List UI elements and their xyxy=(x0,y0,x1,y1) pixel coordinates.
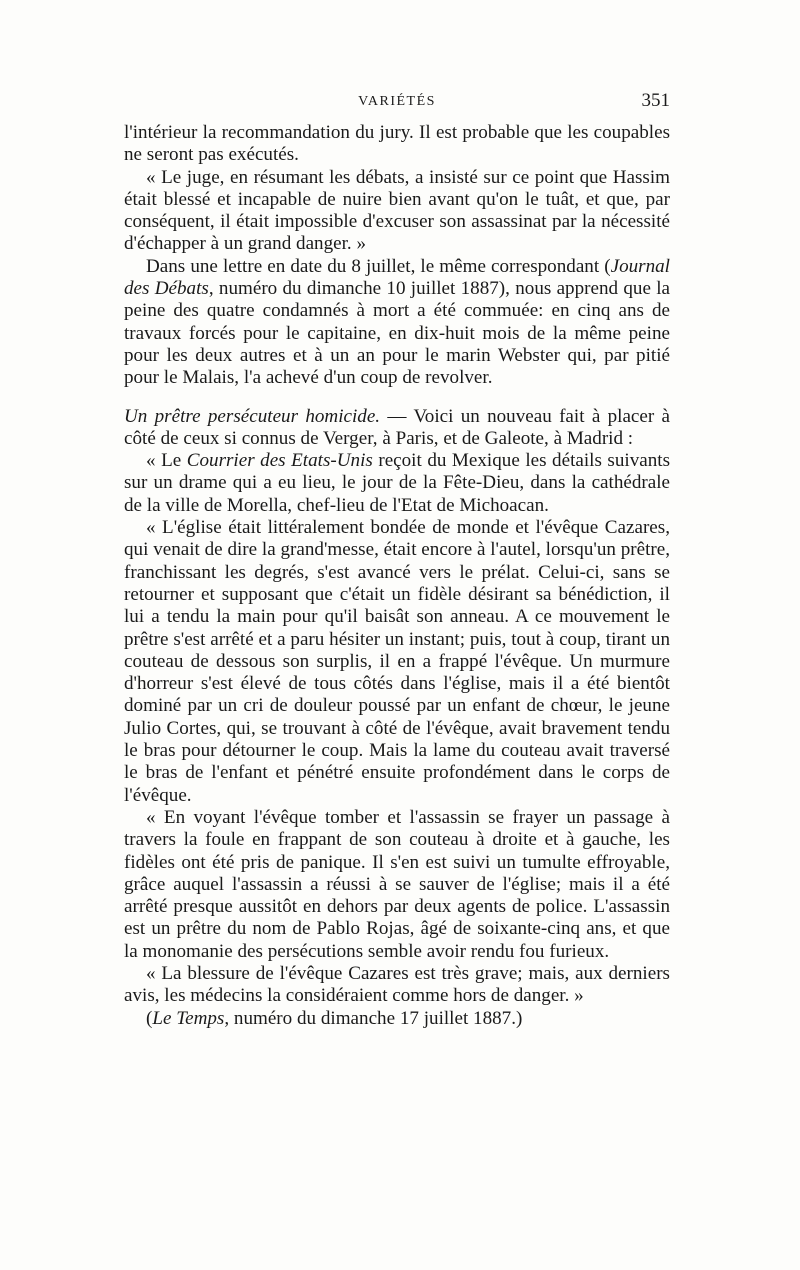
italic-text: Journal des Débats xyxy=(124,255,670,300)
body-text xyxy=(124,122,670,1030)
text-segment: , numéro du dimanche 17 juillet 1887.) xyxy=(224,1007,523,1029)
italic-text: Courrier des Etats-Unis xyxy=(186,450,373,472)
section-gap xyxy=(124,390,670,406)
text-segment: ( xyxy=(146,1007,153,1029)
text-segment: reçoit du Mexique les détails suivants sur un drame qui a eu lieu, le jour de la Fête-Dieu, dans la cathédrale de la ville de Morella, chef-lieu de l'Etat de Michoacan. xyxy=(124,450,670,516)
text-segment: « Le xyxy=(146,450,187,472)
paragraph xyxy=(124,122,670,167)
text-segment: « En voyant l'évêque tomber et l'assassin se frayer un passage à travers la foule en frappant de son couteau à droite et à gauche, les fidèles ont été pris de panique. Il s'en est suivi un tumulte effroyable, grâce auquel l'assassin a réussi à se sauver de l'église; mais il a été arrêté presque aussitôt en dehors par deux agents de police. L'assassin est un prêtre du nom de Pablo Rojas, âgé de soixante-cinq ans, et que la monomanie des persécutions semble avoir rendu fou furieux. xyxy=(124,806,670,962)
italic-text: Un prêtre persécuteur homicide. xyxy=(124,405,381,427)
text-segment: l'intérieur la recommandation du jury. Il est probable que les coupables ne seront pas exécutés. xyxy=(124,122,670,166)
text-segment: « Le juge, en résumant les débats, a insisté sur ce point que Hassim était blessé et incapable de nuire bien avant qu'on le tuât, et que, par conséquent, il était impossible d'excuser son assassinat par la nécessité d'échapper à un grand danger. » xyxy=(124,166,670,255)
paragraph xyxy=(124,807,670,963)
paragraph xyxy=(124,963,670,1008)
text-segment: — Voici un nouveau fait à placer à côté de ceux si connus de Verger, à Paris, et de Galeote, à Madrid : xyxy=(124,405,670,449)
text-segment: « L'église était littéralement bondée de monde et l'évêque Cazares, qui venait de dire la grand'messe, était encore à l'autel, lorsqu'un prêtre, franchissant les degrés, s'est avancé vers le prélat. Celui-ci, sans se retourner et supposant que c'était un fidèle désirant sa bénédiction, il lui a tendu la main pour qu'il baisât son anneau. A ce mouvement le prêtre s'est arrêté et a paru hésiter un instant; puis, tout à coup, tirant un couteau de dessous son surplis, il en a frappé l'évêque. Un murmure d'horreur s'est élevé de tous côtés dans l'église, mais il a été bientôt dominé par un cri de douleur poussé par un enfant de chœur, le jeune Julio Cortes, qui, se trouvant à côté de l'évêque, avait bravement tendu le bras pour détourner le coup. Mais la lame du couteau avait traversé le bras de l'enfant et pénétré ensuite profondément dans le corps de l'évêque. xyxy=(124,517,670,806)
paragraph xyxy=(124,450,670,517)
page-number: 351 xyxy=(641,90,670,111)
italic-text: Le Temps xyxy=(152,1007,225,1029)
paragraph xyxy=(124,1008,670,1030)
running-title: VARIÉTÉS xyxy=(358,94,436,109)
paragraph xyxy=(124,256,670,390)
text-segment: , numéro du dimanche 10 juillet 1887), nous apprend que la peine des quatre condamnés à mort a été commuée: en cinq ans de travaux forcés pour le capitaine, en dix-huit mois de la même peine pour les deux autres et à un an pour le marin Webster qui, par pitié pour le Malais, l'a achevé d'un coup de revolver. xyxy=(124,278,670,389)
paragraph xyxy=(124,406,670,451)
text-segment: Dans une lettre en date du 8 juillet, le même correspondant ( xyxy=(146,255,611,277)
text-segment: « La blessure de l'évêque Cazares est très grave; mais, aux derniers avis, les médecins la considéraient comme hors de danger. » xyxy=(124,962,670,1007)
paragraph xyxy=(124,517,670,807)
paragraph xyxy=(124,167,670,256)
running-head xyxy=(124,90,670,118)
